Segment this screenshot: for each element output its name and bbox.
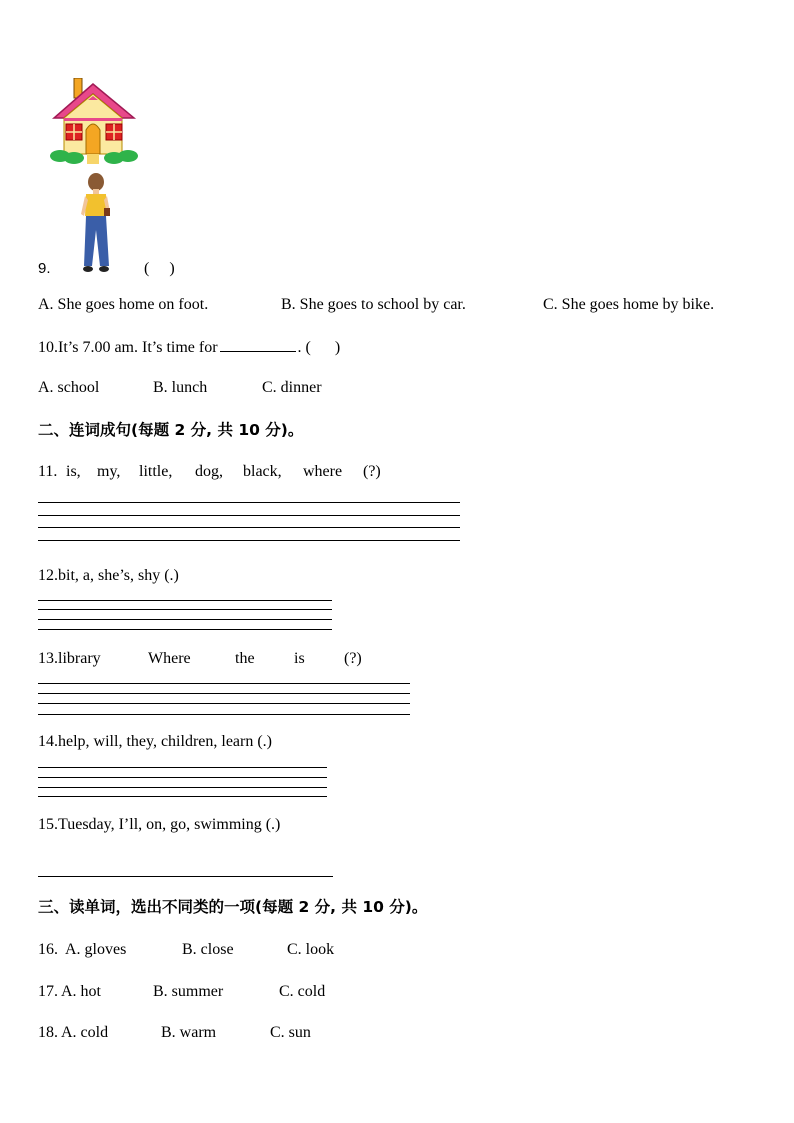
q13-answer-line bbox=[38, 693, 410, 694]
q12-answer-line bbox=[38, 629, 332, 630]
q11-prompt bbox=[38, 462, 398, 482]
q9-answer-paren: ( ) bbox=[144, 260, 175, 277]
girl-walking-illustration bbox=[76, 172, 116, 274]
q15-answer-line bbox=[38, 876, 333, 877]
q11-word: little, bbox=[139, 463, 173, 480]
q13-word: (?) bbox=[344, 650, 362, 667]
q12-prompt: 12.bit, a, she’s, shy (.) bbox=[38, 567, 179, 584]
q17-number: 17. bbox=[38, 983, 58, 1000]
q10-option-c: C. dinner bbox=[262, 379, 322, 396]
q18-number: 18. bbox=[38, 1024, 58, 1041]
q11-answer-line bbox=[38, 540, 460, 541]
q10-option-b: B. lunch bbox=[153, 379, 208, 396]
q14-answer-line bbox=[38, 777, 327, 778]
section2-heading: 二、连词成句(每题 2 分, 共 10 分)。 bbox=[38, 421, 304, 439]
q16-option-c: C. look bbox=[287, 941, 335, 958]
q10-blank bbox=[220, 337, 296, 352]
q14-answer-line bbox=[38, 767, 327, 768]
q11-word: (?) bbox=[363, 463, 381, 480]
q11-word: where bbox=[303, 463, 343, 480]
q18-option-c: C. sun bbox=[270, 1024, 311, 1041]
q17-option-b: B. summer bbox=[153, 983, 224, 1000]
q13-prompt bbox=[38, 649, 378, 669]
q13-answer-line bbox=[38, 714, 410, 715]
q10-question bbox=[38, 337, 340, 358]
q14-prompt: 14.help, will, they, children, learn (.) bbox=[38, 733, 272, 750]
q13-word: 13.library bbox=[38, 650, 101, 667]
q10-tail: . ( ) bbox=[297, 339, 341, 356]
house-illustration bbox=[50, 78, 140, 166]
q14-answer-line bbox=[38, 787, 327, 788]
q16-number: 16. bbox=[38, 941, 58, 958]
q13-word: is bbox=[294, 650, 305, 667]
q15-prompt: 15.Tuesday, I’ll, on, go, swimming (.) bbox=[38, 816, 281, 833]
q11-word: is, bbox=[66, 463, 81, 480]
q17-option-c: C. cold bbox=[279, 983, 326, 1000]
q9-option-a: A. She goes home on foot. bbox=[38, 296, 209, 313]
q12-answer-line bbox=[38, 600, 332, 601]
section3-heading: 三、读单词，选出不同类的一项(每题 2 分, 共 10 分)。 bbox=[38, 898, 428, 916]
q17-option-a: A. hot bbox=[61, 983, 101, 1000]
q13-answer-line bbox=[38, 703, 410, 704]
q11-answer-line bbox=[38, 502, 460, 503]
q10-option-a: A. school bbox=[38, 379, 100, 396]
q12-answer-line bbox=[38, 609, 332, 610]
q9-number: 9. bbox=[38, 260, 51, 277]
q16-option-a: A. gloves bbox=[65, 941, 127, 958]
q11-answer-line bbox=[38, 515, 460, 516]
q9-option-c: C. She goes home by bike. bbox=[543, 296, 715, 313]
q13-word: the bbox=[235, 650, 255, 667]
q9-option-b: B. She goes to school by car. bbox=[281, 296, 466, 313]
q12-answer-line bbox=[38, 619, 332, 620]
q13-answer-line bbox=[38, 683, 410, 684]
q18-option-b: B. warm bbox=[161, 1024, 217, 1041]
q13-word: Where bbox=[148, 650, 191, 667]
q16-option-b: B. close bbox=[182, 941, 234, 958]
q18-option-a: A. cold bbox=[61, 1024, 109, 1041]
q11-word: dog, bbox=[195, 463, 223, 480]
q14-answer-line bbox=[38, 796, 327, 797]
q11-answer-line bbox=[38, 527, 460, 528]
q11-word: my, bbox=[97, 463, 121, 480]
q10-stem: 10.It’s 7.00 am. It’s time for bbox=[38, 339, 218, 356]
q11-number: 11. bbox=[38, 463, 58, 480]
q11-word: black, bbox=[243, 463, 282, 480]
